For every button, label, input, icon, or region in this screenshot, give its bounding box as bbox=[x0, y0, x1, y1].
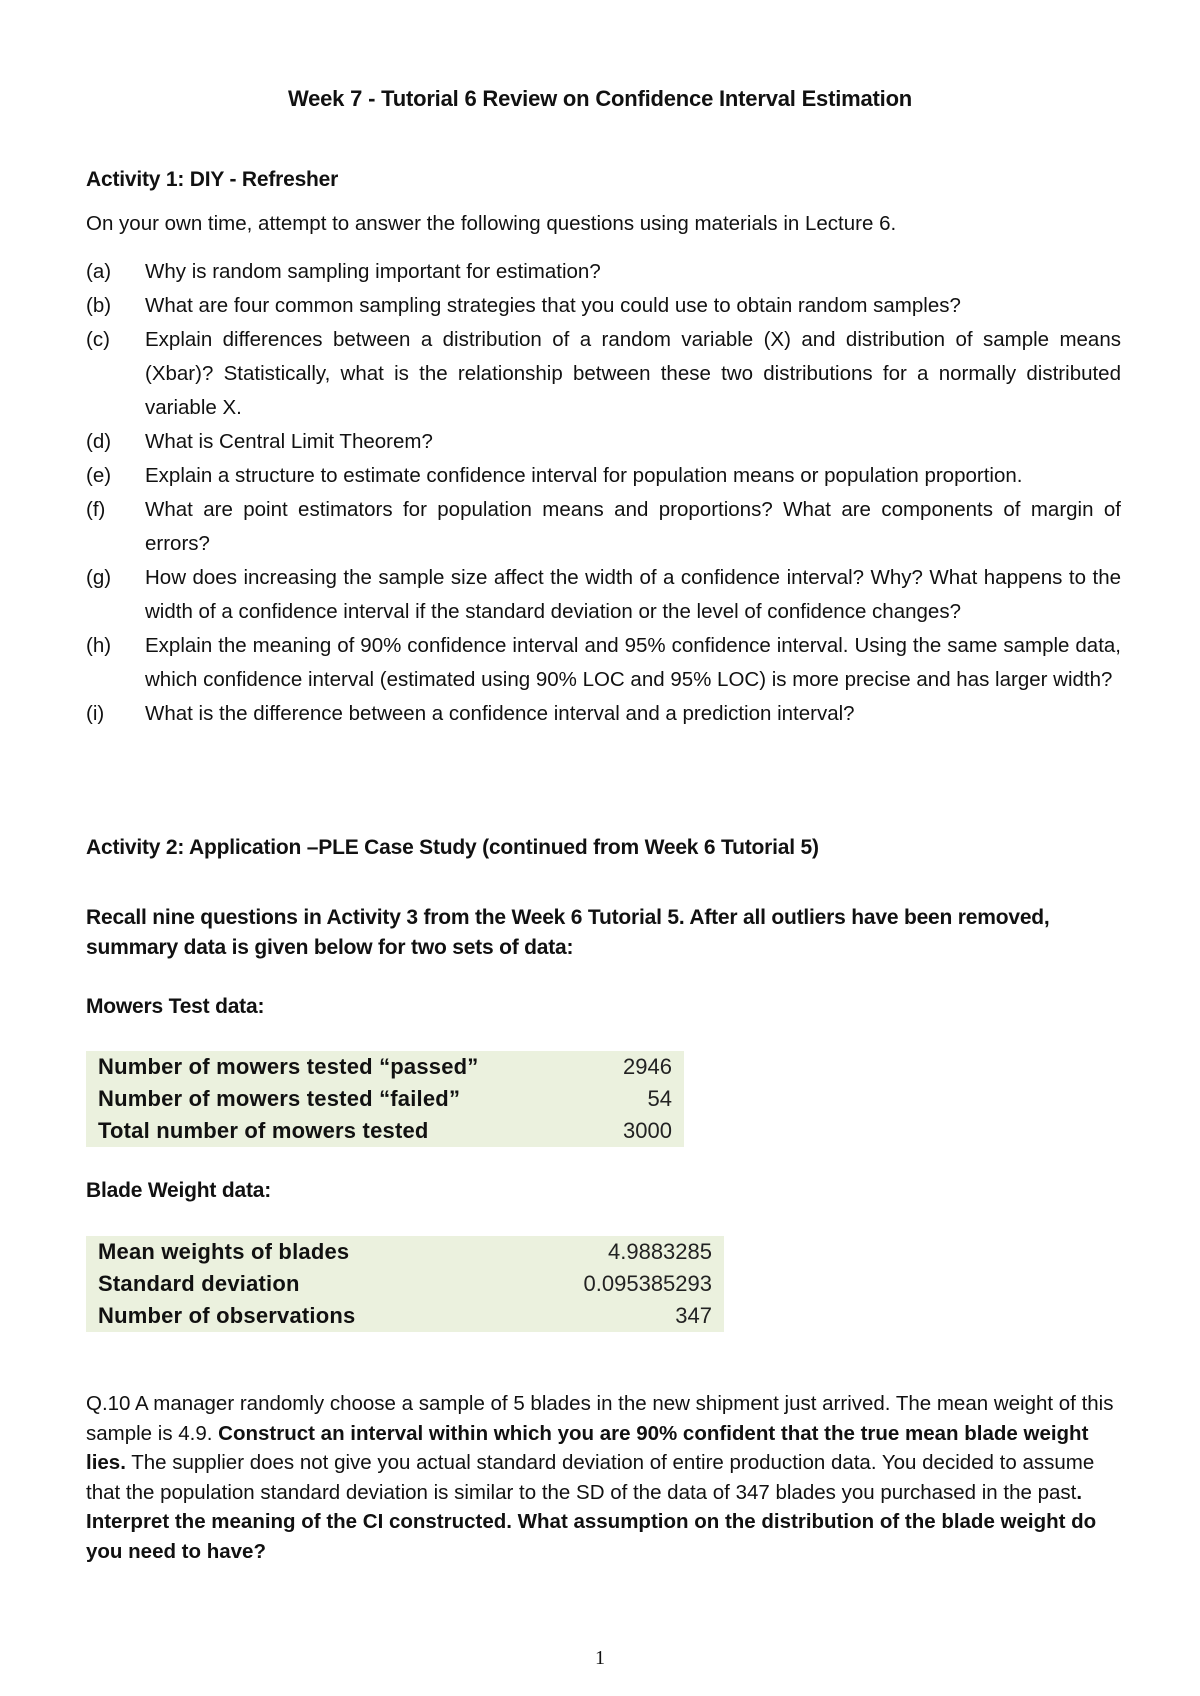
list-item bbox=[86, 493, 1121, 561]
table-row bbox=[86, 1115, 684, 1147]
table-cell-value: 347 bbox=[675, 1303, 712, 1328]
question-text: What are point estimators for population means and proportions? What are components of margin of errors? bbox=[145, 498, 1121, 555]
list-item bbox=[86, 629, 1121, 697]
question-text: Explain differences between a distribution of a random variable (X) and distribution of sample means (Xbar)? Statistically, what is the relationship between these two distributions for a normally distributed variable X. bbox=[145, 328, 1121, 419]
question-text: How does increasing the sample size affect the width of a confidence interval? Why? What happens to the width of a confidence interval if the standard deviation or the level of confidence changes? bbox=[145, 566, 1121, 623]
mowers-heading: Mowers Test data: bbox=[86, 995, 265, 1018]
table-cell-label: Mean weights of blades bbox=[98, 1239, 350, 1264]
q10-emphasis: Construct an interval within which you are 90% confident that the true mean blade weight lies. bbox=[86, 1421, 1089, 1474]
question-label: (b) bbox=[86, 294, 112, 317]
q10-text: Q.10 A manager randomly choose a sample of 5 blades in the new shipment just arrived. The mean weight of this sample is 4.9. bbox=[86, 1392, 1114, 1445]
question-label: (c) bbox=[86, 328, 110, 351]
table-cell-label: Number of mowers tested “passed” bbox=[98, 1054, 479, 1079]
page-number: 1 bbox=[595, 1647, 605, 1669]
table-row bbox=[86, 1268, 724, 1300]
table-row bbox=[86, 1236, 724, 1268]
list-item bbox=[86, 255, 1121, 289]
question-text: What is the difference between a confidence interval and a prediction interval? bbox=[145, 702, 855, 725]
q10-emphasis: . Interpret the meaning of the CI constructed. What assumption on the distribution of the blade weight do you need to have? bbox=[86, 1480, 1097, 1563]
list-item bbox=[86, 425, 1121, 459]
question-10 bbox=[86, 1389, 1126, 1566]
question-label: (g) bbox=[86, 566, 112, 589]
table-cell-value: 4.9883285 bbox=[608, 1239, 712, 1264]
table-cell-label: Number of mowers tested “failed” bbox=[98, 1086, 461, 1111]
question-text: Why is random sampling important for estimation? bbox=[145, 260, 601, 283]
list-item bbox=[86, 323, 1121, 425]
table-cell-value: 3000 bbox=[623, 1118, 672, 1143]
question-label: (i) bbox=[86, 702, 105, 725]
question-label: (d) bbox=[86, 430, 112, 453]
table-cell-label: Number of observations bbox=[98, 1303, 356, 1328]
recall-paragraph: Recall nine questions in Activity 3 from the Week 6 Tutorial 5. After all outliers have been removed, summary data is given below for two sets of data: bbox=[86, 906, 1050, 959]
list-item bbox=[86, 459, 1121, 493]
question-label: (a) bbox=[86, 260, 112, 283]
question-text: What is Central Limit Theorem? bbox=[145, 430, 433, 453]
question-label: (h) bbox=[86, 634, 112, 657]
question-text: What are four common sampling strategies that you could use to obtain random samples? bbox=[145, 294, 961, 317]
question-text: Explain a structure to estimate confidence interval for population means or population proportion. bbox=[145, 464, 1023, 487]
activity1-heading: Activity 1: DIY - Refresher bbox=[86, 168, 339, 191]
table-row bbox=[86, 1083, 684, 1115]
activity1-intro: On your own time, attempt to answer the following questions using materials in Lecture 6. bbox=[86, 212, 897, 235]
table-cell-value: 0.095385293 bbox=[583, 1271, 712, 1296]
table-cell-label: Total number of mowers tested bbox=[98, 1118, 429, 1143]
blade-heading: Blade Weight data: bbox=[86, 1179, 272, 1202]
activity2-heading: Activity 2: Application –PLE Case Study (continued from Week 6 Tutorial 5) bbox=[86, 836, 819, 859]
question-label: (f) bbox=[86, 498, 106, 521]
table-row bbox=[86, 1300, 724, 1332]
table-cell-value: 54 bbox=[647, 1086, 672, 1111]
mowers-table bbox=[86, 1051, 684, 1147]
list-item bbox=[86, 561, 1121, 629]
q10-text: The supplier does not give you actual standard deviation of entire production data. You decided to assume that the population standard deviation is similar to the SD of the data of 347 blades you purchased in the past bbox=[86, 1451, 1095, 1504]
question-list bbox=[86, 255, 1121, 731]
list-item bbox=[86, 289, 1121, 323]
page-title: Week 7 - Tutorial 6 Review on Confidence Interval Estimation bbox=[287, 86, 913, 111]
table-row bbox=[86, 1051, 684, 1083]
list-item bbox=[86, 697, 1121, 731]
question-label: (e) bbox=[86, 464, 112, 487]
table-cell-value: 2946 bbox=[623, 1054, 672, 1079]
blade-table bbox=[86, 1236, 724, 1332]
table-cell-label: Standard deviation bbox=[98, 1271, 300, 1296]
question-text: Explain the meaning of 90% confidence interval and 95% confidence interval. Using the same sample data, which confidence interval (estimated using 90% LOC and 95% LOC) is more precise and has larger width? bbox=[145, 634, 1121, 691]
